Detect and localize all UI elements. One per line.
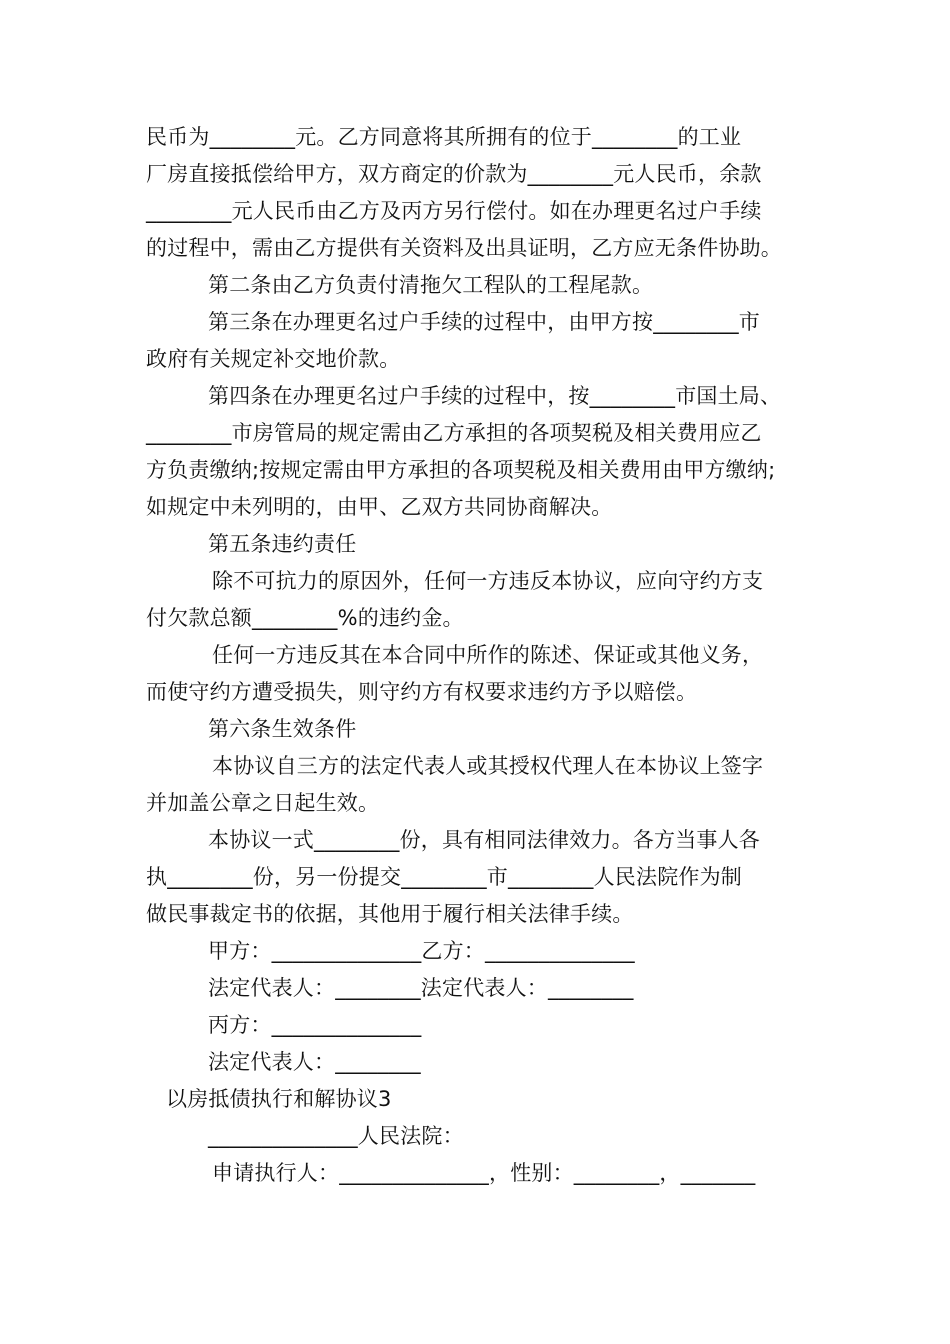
signature-party-c: 丙方：______________ — [208, 1013, 422, 1037]
text-line: 厂房直接抵偿给甲方，双方商定的价款为________元人民币，余款 — [146, 162, 762, 186]
section-title: 以房抵债执行和解协议3 — [166, 1087, 392, 1111]
court-address-line: ______________人民法院： — [208, 1124, 464, 1148]
text-line: 做民事裁定书的依据，其他用于履行相关法律手续。 — [146, 902, 634, 926]
text-line: ________元人民币由乙方及丙方另行偿付。如在办理更名过户手续 — [146, 199, 762, 223]
text-line: 任何一方违反其在本合同中所作的陈述、保证或其他义务， — [212, 643, 764, 667]
article-5-heading: 第五条违约责任 — [208, 532, 357, 556]
applicant-line: 申请执行人：______________，性别：________，_______ — [212, 1161, 756, 1185]
signature-representatives-ab: 法定代表人：________法定代表人：________ — [208, 976, 634, 1000]
text-line: 方负责缴纳;按规定需由甲方承担的各项契税及相关费用由甲方缴纳; — [146, 458, 776, 482]
article-4-line: 第四条在办理更名过户手续的过程中，按________市国土局、 — [208, 384, 782, 408]
text-line: 本协议一式________份，具有相同法律效力。各方当事人各 — [208, 828, 760, 852]
text-line: 民币为________元。乙方同意将其所拥有的位于________的工业 — [146, 125, 742, 149]
text-line: 执________份，另一份提交________市________人民法院作为制 — [146, 865, 742, 889]
text-line: ________市房管局的规定需由乙方承担的各项契税及相关费用应乙 — [146, 421, 762, 445]
text-line: 除不可抗力的原因外，任何一方违反本协议，应向守约方支 — [212, 569, 764, 593]
text-line: 政府有关规定补交地价款。 — [146, 347, 401, 371]
text-line: 的过程中，需由乙方提供有关资料及出具证明，乙方应无条件协助。 — [146, 236, 782, 260]
signature-party-ab: 甲方：______________乙方：______________ — [208, 939, 635, 963]
text-line: 本协议自三方的法定代表人或其授权代理人在本协议上签字 — [212, 754, 764, 778]
text-line: 付欠款总额________%的违约金。 — [146, 606, 464, 630]
article-3-line: 第三条在办理更名过户手续的过程中，由甲方按________市 — [208, 310, 760, 334]
article-2-line: 第二条由乙方负责付清拖欠工程队的工程尾款。 — [208, 273, 654, 297]
signature-representative-c: 法定代表人：________ — [208, 1050, 421, 1074]
text-line: 并加盖公章之日起生效。 — [146, 791, 380, 815]
article-6-heading: 第六条生效条件 — [208, 717, 357, 741]
text-line: 而使守约方遭受损失，则守约方有权要求违约方予以赔偿。 — [146, 680, 698, 704]
text-line: 如规定中未列明的，由甲、乙双方共同协商解决。 — [146, 495, 613, 519]
